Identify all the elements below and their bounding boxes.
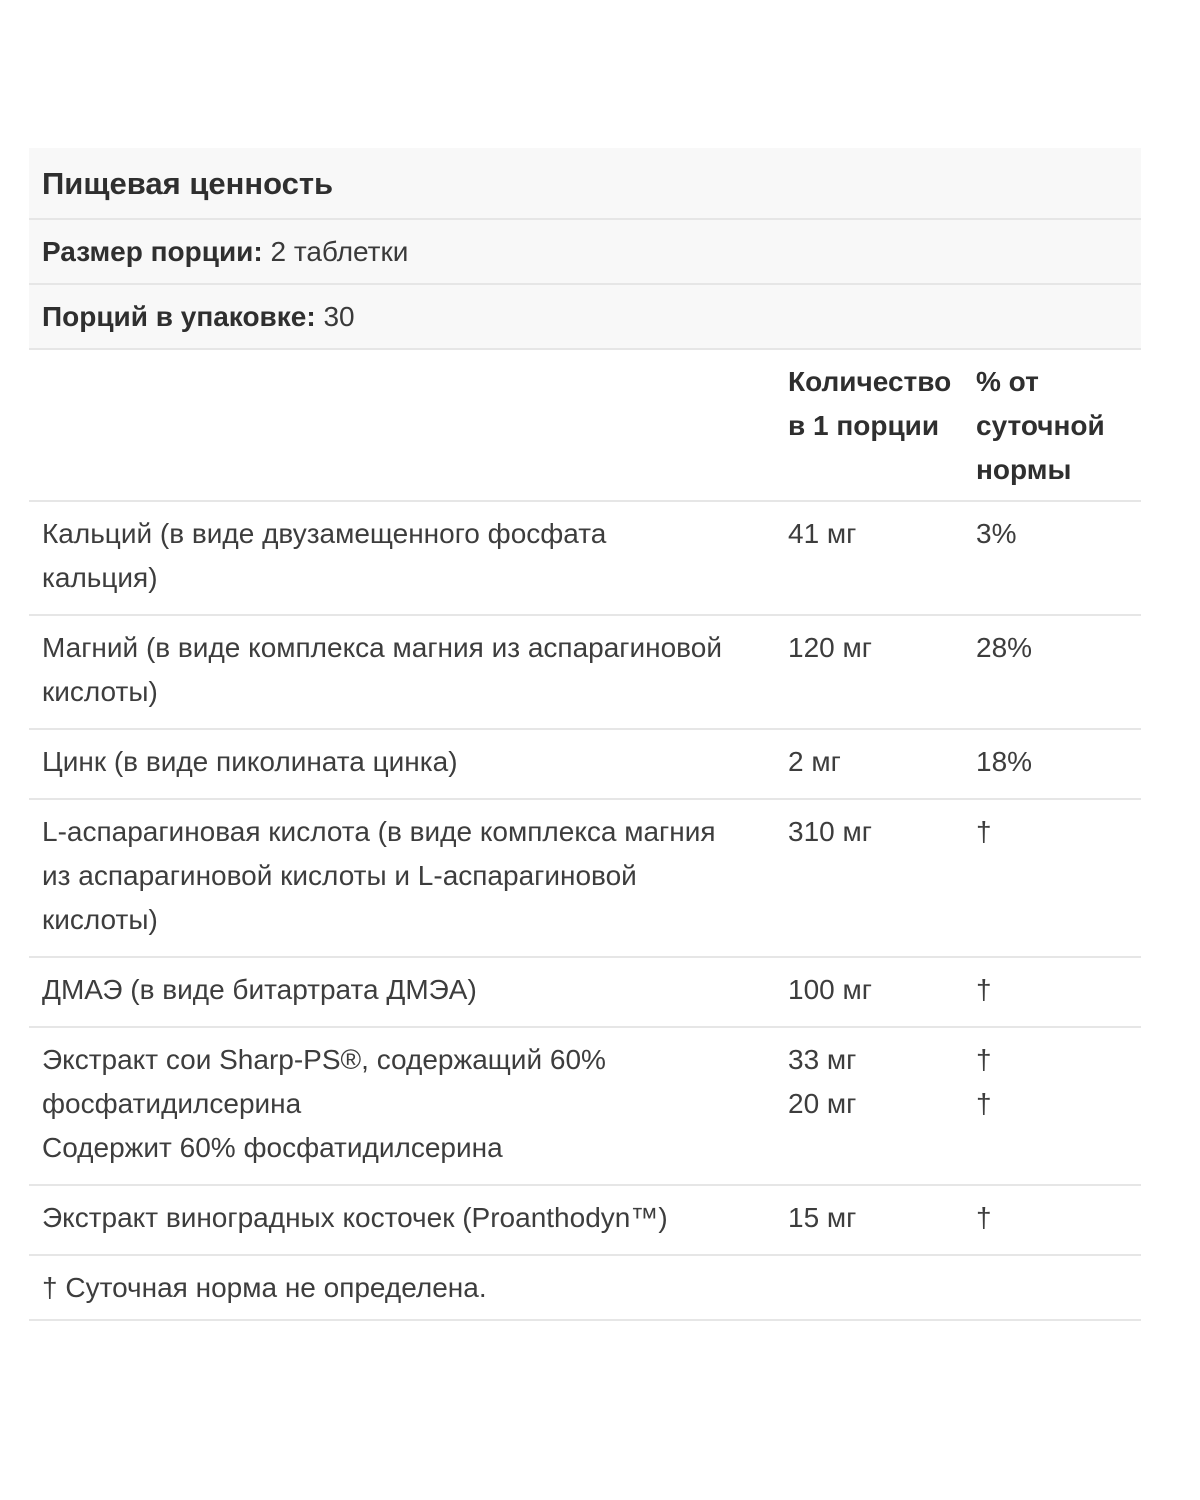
nutrient-name: Кальций (в виде двузамещенного фосфата кальция) [42, 518, 607, 593]
nutrient-name: ДМАЭ (в виде битартрата ДМЭА) [42, 974, 477, 1005]
daily-value-column-header: % от суточной нормы [976, 366, 1105, 485]
nutrient-daily-value: † † [976, 1044, 992, 1119]
nutrient-name: Экстракт сои Sharp-PS®, содержащий 60% фосфатидилсерина Содержит 60% фосфатидилсерина [42, 1044, 606, 1163]
table-row [29, 502, 1141, 616]
table-title: Пищевая ценность [42, 166, 334, 201]
table-row [29, 958, 1141, 1028]
nutrient-name: Магний (в виде комплекса магния из аспарагиновой кислоты) [42, 632, 722, 707]
nutrient-amount: 33 мг 20 мг [788, 1044, 857, 1119]
nutrient-daily-value: 18% [976, 746, 1033, 777]
table-row [29, 730, 1141, 800]
footnote-row [29, 1256, 1141, 1321]
nutrient-amount: 2 мг [788, 746, 841, 777]
table-row [29, 800, 1141, 958]
servings-per-container-value: 30 [315, 301, 355, 332]
nutrient-name: Экстракт виноградных косточек (Proanthodyn™) [42, 1202, 668, 1233]
nutrient-rows [29, 502, 1141, 1256]
footnote-text: † Суточная норма не определена. [42, 1272, 487, 1303]
nutrient-name: L-аспарагиновая кислота (в виде комплекса магния из аспарагиновой кислоты и L-аспарагиновой кислоты) [42, 816, 716, 935]
nutrient-column-header [29, 360, 775, 492]
nutrient-daily-value: † [976, 974, 992, 1005]
nutrient-amount: 100 мг [788, 974, 872, 1005]
amount-column-header: Количество в 1 порции [788, 366, 952, 441]
serving-size-value: 2 таблетки [262, 236, 409, 267]
column-header-row [29, 350, 1141, 502]
nutrient-daily-value: † [976, 1202, 992, 1233]
nutrition-facts-table [29, 148, 1141, 1321]
title-row [29, 148, 1141, 220]
nutrient-amount: 15 мг [788, 1202, 857, 1233]
table-row [29, 1028, 1141, 1186]
servings-per-container-row [29, 285, 1141, 350]
nutrient-daily-value: † [976, 816, 992, 847]
nutrient-amount: 310 мг [788, 816, 872, 847]
nutrient-daily-value: 28% [976, 632, 1033, 663]
table-row [29, 616, 1141, 730]
servings-per-container-label: Порций в упаковке: [42, 301, 316, 332]
serving-size-label: Размер порции: [42, 236, 263, 267]
table-row [29, 1186, 1141, 1256]
nutrient-name: Цинк (в виде пиколината цинка) [42, 746, 458, 777]
nutrient-amount: 120 мг [788, 632, 872, 663]
nutrient-amount: 41 мг [788, 518, 857, 549]
nutrient-daily-value: 3% [976, 518, 1017, 549]
serving-size-row [29, 220, 1141, 285]
